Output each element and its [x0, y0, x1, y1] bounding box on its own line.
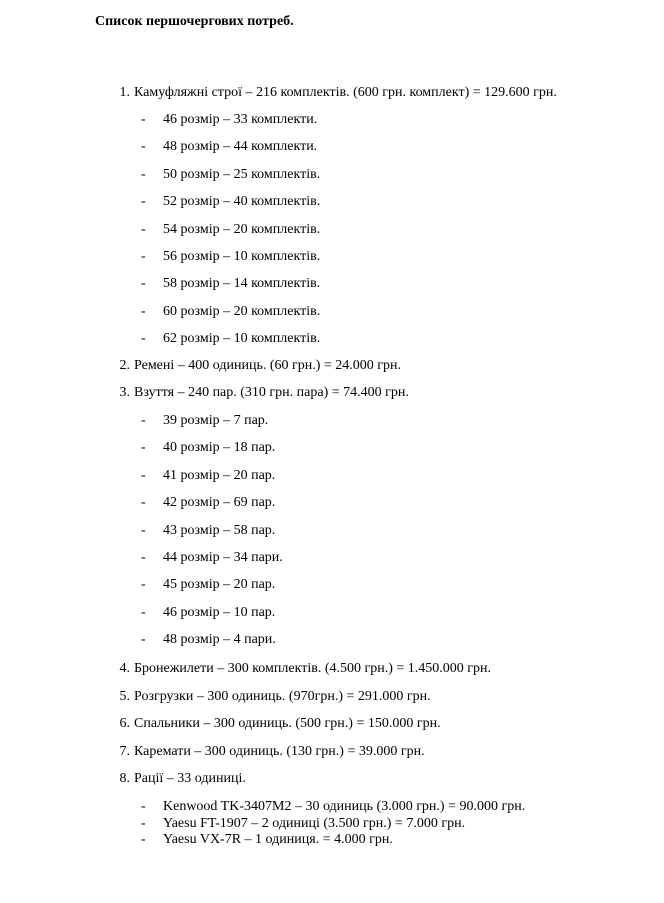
- sub-list-item-text: 60 розмір – 20 комплектів.: [163, 304, 321, 319]
- list-item-number: 7.: [119, 744, 130, 759]
- dash-bullet: -: [141, 167, 146, 182]
- sub-list-item-text: 48 розмір – 4 пари.: [163, 632, 276, 647]
- dash-bullet: -: [141, 304, 146, 319]
- list-item-text: Рації – 33 одиниці.: [134, 771, 246, 786]
- list-item-text: Каремати – 300 одиниць. (130 грн.) = 39.000 грн.: [134, 744, 425, 759]
- dash-bullet: -: [141, 139, 146, 154]
- document-title: Список першочергових потреб.: [95, 14, 294, 29]
- list-item-number: 1.: [119, 85, 130, 100]
- dash-bullet: -: [141, 276, 146, 291]
- sub-list-item-text: 46 розмір – 33 комплекти.: [163, 112, 318, 127]
- sub-list-item-text: 54 розмір – 20 комплектів.: [163, 222, 321, 237]
- dash-bullet: -: [141, 468, 146, 483]
- list-item-text: Ремені – 400 одиниць. (60 грн.) = 24.000 грн.: [134, 358, 402, 373]
- dash-bullet: -: [141, 523, 146, 538]
- dash-bullet: -: [141, 832, 146, 847]
- list-item-number: 4.: [119, 661, 130, 676]
- dash-bullet: -: [141, 495, 146, 510]
- sub-list-item-text: 40 розмір – 18 пар.: [163, 440, 276, 455]
- sub-list-item-text: 41 розмір – 20 пар.: [163, 468, 276, 483]
- list-item-text: Розгрузки – 300 одиниць. (970грн.) = 291.000 грн.: [134, 689, 431, 704]
- list-item-text: Взуття – 240 пар. (310 грн. пара) = 74.400 грн.: [134, 385, 409, 400]
- sub-list-item-text: 48 розмір – 44 комплекти.: [163, 139, 318, 154]
- dash-bullet: -: [141, 331, 146, 346]
- sub-list-item-text: 56 розмір – 10 комплектів.: [163, 249, 321, 264]
- dash-bullet: -: [141, 816, 146, 831]
- dash-bullet: -: [141, 222, 146, 237]
- sub-list-item-text: Yaesu FT-1907 – 2 одиниці (3.500 грн.) = 7.000 грн.: [163, 816, 466, 831]
- sub-list-item-text: Yaesu VX-7R – 1 одиниця. = 4.000 грн.: [163, 832, 393, 847]
- list-item-text: Камуфляжні строї – 216 комплектів. (600 грн. комплект) = 129.600 грн.: [134, 85, 557, 100]
- sub-list-item-text: 39 розмір – 7 пар.: [163, 413, 269, 428]
- list-item-text: Спальники – 300 одиниць. (500 грн.) = 150.000 грн.: [134, 716, 441, 731]
- sub-list-item-text: 50 розмір – 25 комплектів.: [163, 167, 321, 182]
- dash-bullet: -: [141, 413, 146, 428]
- sub-list-item-text: 46 розмір – 10 пар.: [163, 605, 276, 620]
- dash-bullet: -: [141, 249, 146, 264]
- list-item-number: 3.: [119, 385, 130, 400]
- dash-bullet: -: [141, 799, 146, 814]
- sub-list-item-text: 43 розмір – 58 пар.: [163, 523, 276, 538]
- dash-bullet: -: [141, 440, 146, 455]
- list-item-text: Бронежилети – 300 комплектів. (4.500 грн.) = 1.450.000 грн.: [134, 661, 492, 676]
- sub-list-item-text: 58 розмір – 14 комплектів.: [163, 276, 321, 291]
- sub-list-item-text: 44 розмір – 34 пари.: [163, 550, 283, 565]
- dash-bullet: -: [141, 550, 146, 565]
- dash-bullet: -: [141, 112, 146, 127]
- dash-bullet: -: [141, 632, 146, 647]
- list-item-number: 6.: [119, 716, 130, 731]
- sub-list-item-text: 52 розмір – 40 комплектів.: [163, 194, 321, 209]
- sub-list-item-text: 42 розмір – 69 пар.: [163, 495, 276, 510]
- list-item-number: 5.: [119, 689, 130, 704]
- dash-bullet: -: [141, 194, 146, 209]
- dash-bullet: -: [141, 605, 146, 620]
- dash-bullet: -: [141, 577, 146, 592]
- sub-list-item-text: 62 розмір – 10 комплектів.: [163, 331, 321, 346]
- list-item-number: 2.: [119, 358, 130, 373]
- sub-list-item-text: Kenwood TK-3407M2 – 30 одиниць (3.000 грн.) = 90.000 грн.: [163, 799, 526, 814]
- sub-list-item-text: 45 розмір – 20 пар.: [163, 577, 276, 592]
- list-item-number: 8.: [119, 771, 130, 786]
